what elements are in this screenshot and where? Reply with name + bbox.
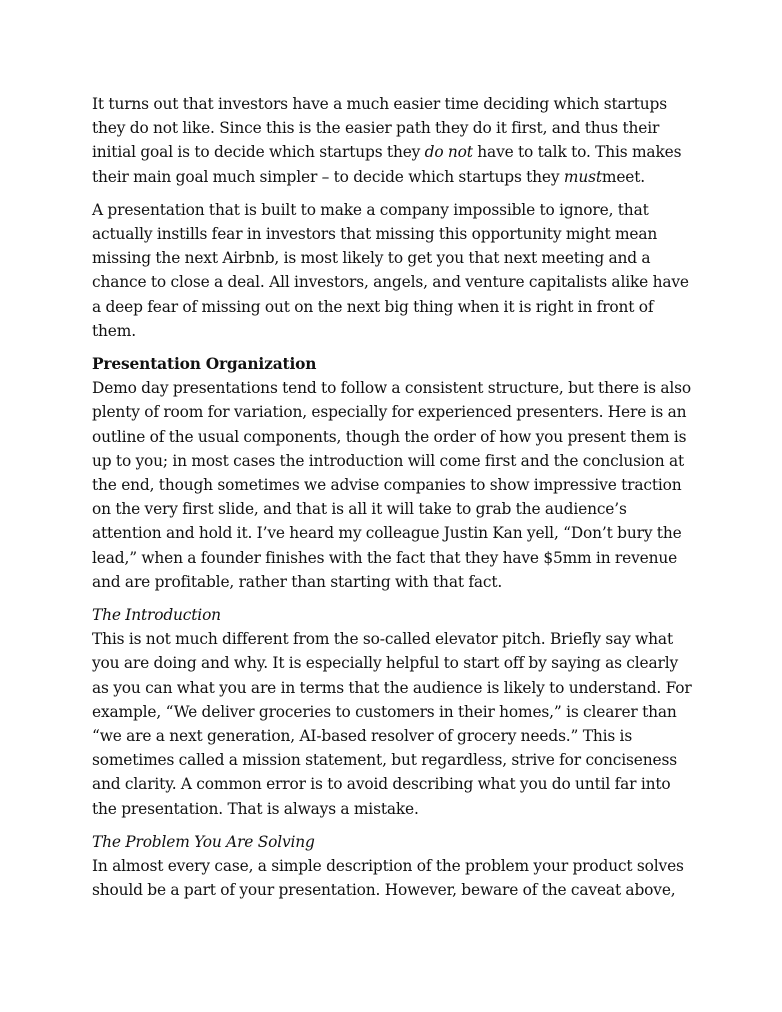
section-heading: Presentation Organization bbox=[92, 355, 317, 374]
subsection-heading-problem: The Problem You Are Solving bbox=[92, 832, 315, 851]
section-presentation-organization bbox=[92, 352, 692, 594]
document-page bbox=[92, 92, 692, 912]
section-introduction bbox=[92, 603, 692, 821]
paragraph-text: Demo day presentations tend to follow a consistent structure, but there is also plenty of room for variation, especially for experienced presenters. Here is an outline of the usual components, though the order of how you present them is up to you; in most cases the introduction will come first and the conclusion at the end, though sometimes we advise companies to show impressive traction on the very first slide, and that is all it will take to grab the audience’s attention and hold it. I’ve heard my colleague Justin Kan yell, “Don’t bury the lead,” when a founder finishes with the fact that they have $5mm in revenue and are profitable, rather than starting with that fact. bbox=[92, 379, 692, 591]
paragraph-text: It turns out that investors have a much easier time deciding which startups they do not like. Since this is the easier path they do it first, and thus their initial goal is to decide which startups they bbox=[92, 95, 667, 162]
paragraph-text: This is not much different from the so-called elevator pitch. Briefly say what you are doing and why. It is especially helpful to start off by saying as clearly as you can what you are in terms that the audience is likely to understand. For example, “We deliver groceries to customers in their homes,” is clearer than “we are a next generation, AI-based resolver of grocery needs.” This is sometimes called a mission statement, but regardless, strive for conciseness and clarity. A common error is to avoid describing what you do until far into the presentation. That is always a mistake. bbox=[92, 630, 692, 818]
paragraph-fear-of-missing-out: A presentation that is built to make a company impossible to ignore, that actually instills fear in investors that missing this opportunity might mean missing the next Airbnb, is most likely to get you that next meeting and a chance to close a deal. All investors, angels, and venture capitalists alike have a deep fear of missing out on the next big thing when it is right in front of them. bbox=[92, 200, 689, 340]
paragraph-investor-goals bbox=[92, 92, 692, 189]
emphasis-do-not: do not bbox=[424, 143, 473, 162]
subsection-heading-introduction: The Introduction bbox=[92, 606, 221, 625]
emphasis-must: must bbox=[563, 167, 602, 186]
paragraph-text: meet. bbox=[601, 167, 646, 186]
section-problem bbox=[92, 830, 692, 903]
paragraph-text: have to talk to. This makes their main goal much simpler – to decide which startups they bbox=[92, 143, 682, 186]
paragraph-text: In almost every case, a simple description of the problem your product solves should be a part of your presentation. However, beware of the caveat above, bbox=[92, 857, 684, 900]
